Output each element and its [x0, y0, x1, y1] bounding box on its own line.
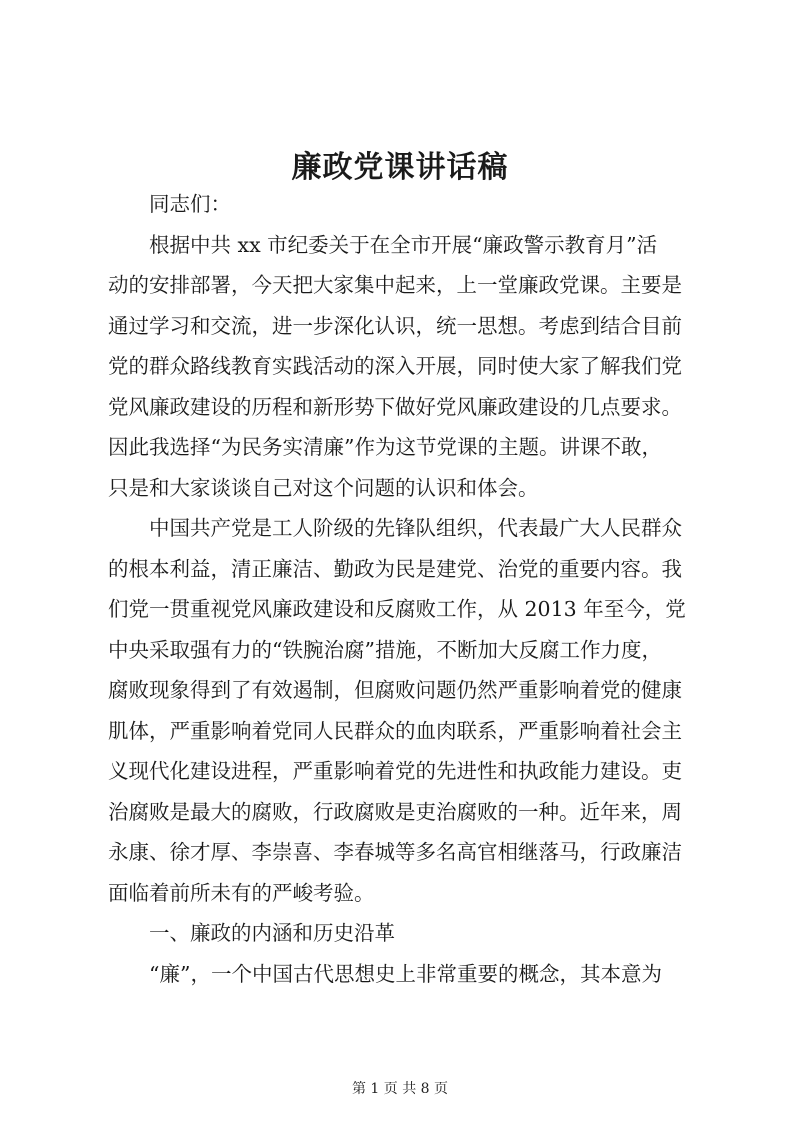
paragraph-line: 只是和大家谈谈自己对这个问题的认识和体会。 [108, 475, 539, 500]
document-body [108, 184, 708, 994]
paragraph-line: 面临着前所未有的严峻考验。 [108, 880, 375, 905]
paragraph-line: 们党一贯重视党风廉政建设和反腐败工作，从 2013 年至今，党 [108, 597, 686, 621]
paragraph-line: 中国共产党是工人阶级的先锋队组织，代表最广大人民群众 [149, 516, 682, 540]
paragraph-line: 义现代化建设进程，严重影响着党的先进性和执政能力建设。吏 [108, 759, 682, 783]
paragraph-line: 治腐败是最大的腐败，行政腐败是吏治腐败的一种。近年来，周 [108, 799, 682, 824]
paragraph-line: 中央采取强有力的“铁腕治腐”措施，不断加大反腐工作力度， [108, 637, 662, 662]
paragraph-line: 党风廉政建设的历程和新形势下做好党风廉政建设的几点要求。 [108, 394, 682, 419]
paragraph-1 [108, 225, 708, 509]
page-number-footer: 第 1 页 共 8 页 [351, 1081, 449, 1097]
paragraph-line: 党的群众路线教育实践活动的深入开展，同时使大家了解我们党 [108, 354, 682, 378]
salutation [108, 184, 708, 225]
section-heading [108, 913, 708, 954]
paragraph-line: 的根本利益，清正廉洁、勤政为民是建党、治党的重要内容。我 [108, 556, 682, 581]
paragraph-line: 腐败现象得到了有效遏制，但腐败问题仍然严重影响着党的健康 [108, 678, 682, 702]
salutation-line: 同志们： [149, 192, 231, 216]
paragraph-line: 永康、徐才厚、李崇喜、李春城等多名高官相继落马，行政廉洁 [108, 840, 682, 864]
paragraph-line: 通过学习和交流，进一步深化认识，统一思想。考虑到结合目前 [108, 313, 682, 338]
document-title: 廉政党课讲话稿 [291, 150, 509, 185]
paragraph-3 [108, 954, 708, 995]
section-heading-line: 一、廉政的内涵和历史沿革 [149, 921, 395, 945]
paragraph-line: “廉”，一个中国古代思想史上非常重要的概念，其本意为 [149, 961, 662, 986]
paragraph-line: 根据中共 xx 市纪委关于在全市开展“廉政警示教育月”活 [149, 232, 658, 257]
paragraph-line: 因此我选择“为民务实清廉”作为这节党课的主题。讲课不敢， [108, 435, 662, 459]
paragraph-line: 动的安排部署，今天把大家集中起来，上一堂廉政党课。主要是 [108, 273, 682, 297]
paragraph-line: 肌体，严重影响着党同人民群众的血肉联系，严重影响着社会主 [108, 718, 682, 743]
paragraph-2 [108, 508, 708, 913]
